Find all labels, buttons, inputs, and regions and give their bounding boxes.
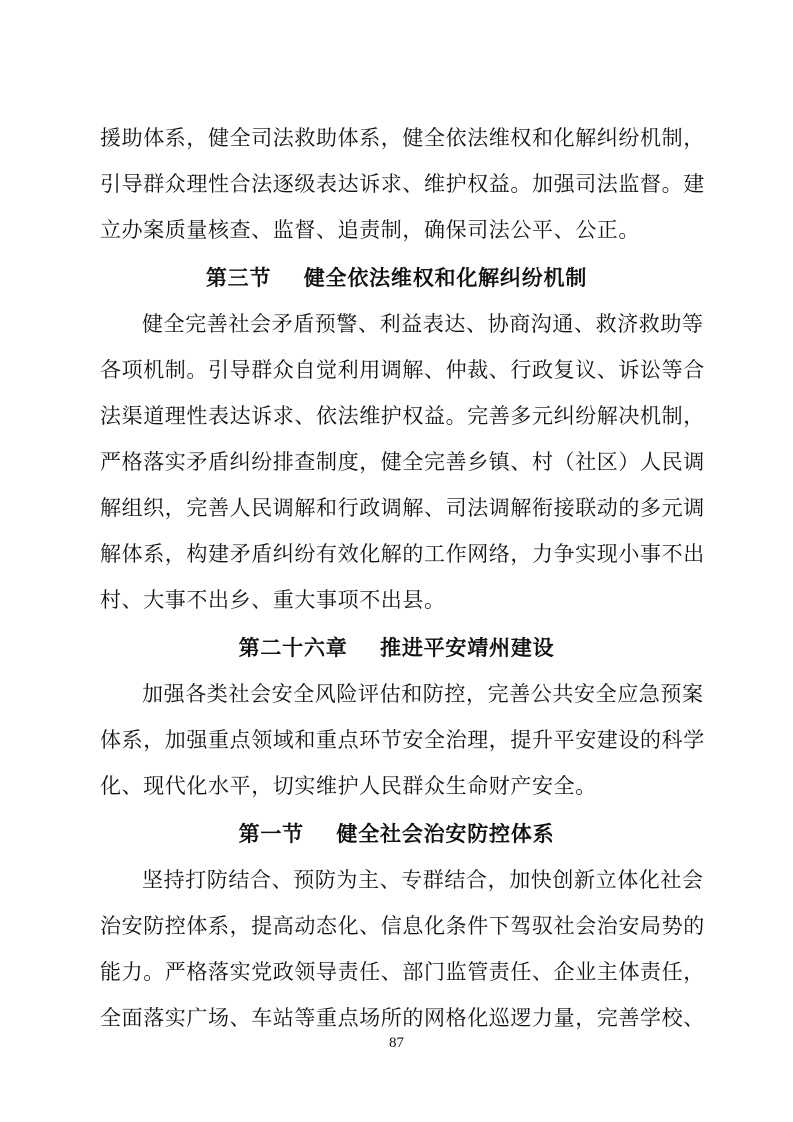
chapter-heading: 第二十六章 推进平安靖州建设 [238, 636, 555, 660]
paragraph-line: 引导群众理性合法逐级表达诉求、维护权益。加强司法监督。建 [100, 172, 705, 196]
paragraph-line: 健全完善社会矛盾预警、利益表达、协商沟通、救济救助等 [142, 312, 704, 336]
section-heading: 第一节 健全社会治安防控体系 [238, 822, 555, 846]
paragraph-line: 解组织，完善人民调解和行政调解、司法调解衔接联动的多元调 [100, 496, 705, 520]
paragraph-line: 严格落实矛盾纠纷排查制度，健全完善乡镇、村（社区）人民调 [100, 450, 705, 474]
paragraph-line: 能力。严格落实党政领导责任、部门监管责任、企业主体责任， [100, 960, 705, 984]
paragraph-line: 化、现代化水平，切实维护人民群众生命财产安全。 [100, 774, 597, 798]
paragraph-line: 援助体系，健全司法救助体系，健全依法维权和化解纠纷机制， [100, 126, 705, 150]
paragraph-line: 法渠道理性表达诉求、依法维护权益。完善多元纠纷解决机制， [100, 404, 705, 428]
paragraph-line: 各项机制。引导群众自觉利用调解、仲裁、行政复议、诉讼等合 [100, 358, 705, 382]
paragraph-line: 立办案质量核查、监督、追责制，确保司法公平、公正。 [100, 218, 640, 242]
page-number: 87 [389, 1035, 404, 1051]
paragraph-line: 体系，加强重点领域和重点环节安全治理，提升平安建设的科学 [100, 728, 705, 752]
paragraph-line: 村、大事不出乡、重大事项不出县。 [100, 588, 446, 612]
paragraph-line: 加强各类社会安全风险评估和防控，完善公共安全应急预案 [142, 682, 704, 706]
paragraph-line: 坚持打防结合、预防为主、专群结合，加快创新立体化社会 [142, 868, 704, 892]
paragraph-line: 解体系，构建矛盾纠纷有效化解的工作网络，力争实现小事不出 [100, 542, 705, 566]
paragraph-line: 全面落实广场、车站等重点场所的网格化巡逻力量，完善学校、 [100, 1006, 705, 1030]
section-heading: 第三节 健全依法维权和化解纠纷机制 [205, 266, 588, 290]
paragraph-line: 治安防控体系，提高动态化、信息化条件下驾驭社会治安局势的 [100, 914, 705, 938]
